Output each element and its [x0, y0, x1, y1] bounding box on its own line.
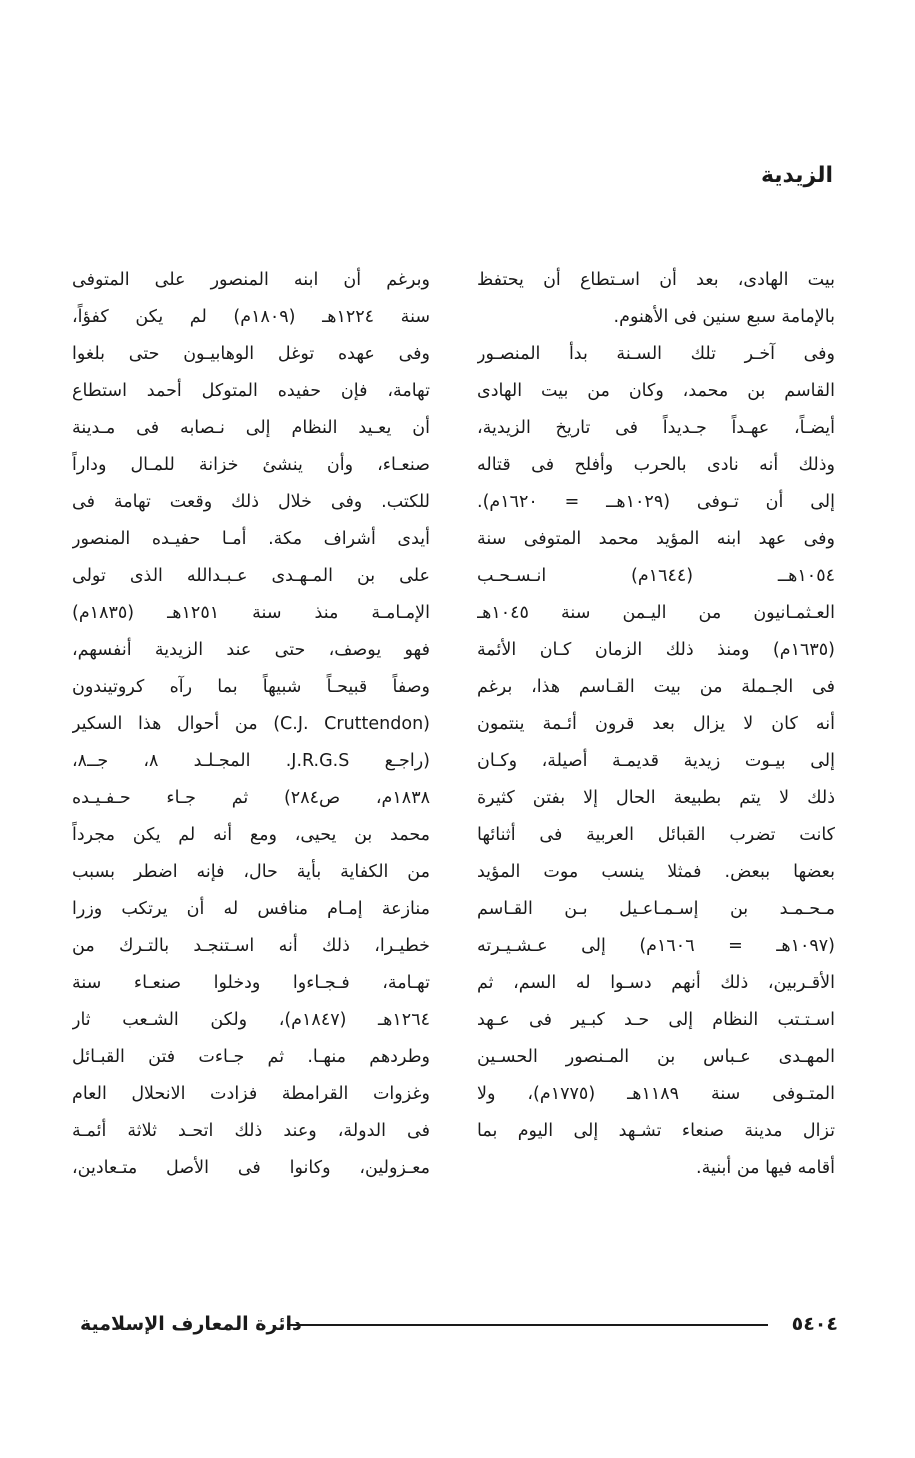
text-line: وذلك أنه نادى بالحرب وأفلح فى قتاله	[477, 455, 835, 475]
text-line: فى الجـملة من بيت القـاسم هذا، برغم	[477, 677, 835, 697]
text-line: بعضها ببعض. فمثلا ينسب موت المؤيد	[477, 862, 835, 882]
text-line: القاسم بن محمد، وكان من بيت الهادى	[477, 381, 835, 401]
text-line: ١٠٥٤هــ (١٦٤٤م) انـسـحـب	[477, 566, 835, 586]
text-line: تهـامة، فـجـاءوا ودخلوا صنعـاء سنة	[72, 973, 430, 993]
text-column-right	[477, 262, 835, 1187]
text-line: أن يعـيد النظام إلى نـصابه فى مـدينة	[72, 418, 430, 438]
text-line: وفى عهده توغل الوهابيـون حتى بلغوا	[72, 344, 430, 364]
text-line: وصفاً قبيحـاً شبيهاً بما رآه كروتيندون	[72, 677, 430, 697]
text-line: وغزوات القرامطة فزادت الانحلال العام	[72, 1084, 430, 1104]
page-number: ٥٤٠٤	[791, 1313, 838, 1335]
text-line: وبرغم أن ابنه المنصور على المتوفى	[72, 270, 430, 290]
text-column-left	[72, 262, 430, 1187]
text-line: إلى بيـوت زيدية قديمـة أصيلة، وكـان	[477, 751, 835, 771]
text-line: (C.J. Cruttendon) من أحوال هذا السكير	[72, 714, 430, 734]
text-line: فى الدولة، وعند ذلك اتحـد ثلاثة أئمـة	[72, 1121, 430, 1141]
text-line: سنة ١٢٢٤هـ (١٨٠٩م) لم يكن كفؤاً،	[72, 307, 430, 327]
text-line: أقامه فيها من أبنية.	[696, 1158, 835, 1178]
text-line: معـزولين، وكانوا فى الأصل متـعادين،	[72, 1158, 430, 1178]
text-line: محمد بن يحيى، ومع أنه لم يكن مجرداً	[72, 825, 430, 845]
text-line: منازعة إمـام منافس له أن يرتكب وزرا	[72, 899, 430, 919]
text-line: على بن المـهـدى عـبـدالله الذى تولى	[72, 566, 430, 586]
text-line: الإمـامـة منذ سنة ١٢٥١هـ (١٨٣٥م)	[72, 603, 430, 623]
text-line: وفى آخـر تلك السـنة بدأ المنصـور	[477, 344, 835, 364]
text-line: أيضـاً، عهـداً جـديداً فى تاريخ الزيدية،	[477, 418, 835, 438]
text-line: (١٠٩٧هـ = ١٦٠٦م) إلى عـشـيـرته	[477, 936, 835, 956]
text-line: خطيـرا، ذلك أنه اسـتنجـد بالتـرك من	[72, 936, 430, 956]
running-head-title: الزيدية	[760, 163, 833, 188]
text-line: كانت تضرب القبائل العربية فى أثنائها	[477, 825, 835, 845]
text-line: ١٢٦٤هـ (١٨٤٧م)، ولكن الشـعب ثار	[72, 1010, 430, 1030]
text-line: الأقـربين، ذلك أنهم دسـوا له السم، ثم	[477, 973, 835, 993]
footer-rule	[287, 1324, 768, 1326]
text-line: أيدى أشراف مكة. أمـا حفيـده المنصور	[72, 529, 430, 549]
text-line: (١٦٣٥م) ومنذ ذلك الزمان كـان الأئمة	[477, 640, 835, 660]
text-line: (راجـع J.R.G.S. المجـلـد ٨، جــ٨،	[72, 751, 430, 771]
text-line: أنه كان لا يزال بعد قرون أئـمة ينتمون	[477, 714, 835, 734]
text-line: فهو يوصف، حتى عند الزيدية أنفسهم،	[72, 640, 430, 660]
text-line: ذلك لا يتم بطبيعة الحال إلا بفتن كثيرة	[477, 788, 835, 808]
text-line: بالإمامة سبع سنين فى الأهنوم.	[613, 307, 835, 327]
publication-title: دائرة المعارف الإسلامية	[80, 1313, 302, 1335]
text-line: اسـتـتب النظام إلى حـد كبـير فى عـهد	[477, 1010, 835, 1030]
text-line: المتـوفى سنة ١١٨٩هـ (١٧٧٥م)، ولا	[477, 1084, 835, 1104]
text-line: تزال مدينة صنعاء تشـهد إلى اليوم بما	[477, 1121, 835, 1141]
text-line: وفى عهد ابنه المؤيد محمد المتوفى سنة	[477, 529, 835, 549]
text-line: للكتب. وفى خلال ذلك وقعت تهامة فى	[72, 492, 430, 512]
text-line: من الكفاية بأية حال، فإنه اضطر بسبب	[72, 862, 430, 882]
text-line: صنعـاء، وأن ينشئ خزانة للمـال وداراً	[72, 455, 430, 475]
text-line: مـحـمـد بن إسـمـاعـيل بـن القـاسم	[477, 899, 835, 919]
text-line: ١٨٣٨م، ص٢٨٤) ثم جـاء حـفـيـده	[72, 788, 430, 808]
text-line: تهامة، فإن حفيده المتوكل أحمد استطاع	[72, 381, 430, 401]
text-line: وطردهم منهـا. ثم جـاءت فتن القبـائل	[72, 1047, 430, 1067]
text-line: إلى أن تـوفى (١٠٢٩هــ = ١٦٢٠م).	[477, 492, 835, 512]
page-footer	[80, 1306, 838, 1342]
text-line: المهـدى عـباس بن المـنصور الحسـين	[477, 1047, 835, 1067]
text-line: بيت الهادى، بعد أن اسـتطاع أن يحتفظ	[477, 270, 835, 290]
text-line: العـثمـانيون من اليـمن سنة ١٠٤٥هـ	[477, 603, 835, 623]
